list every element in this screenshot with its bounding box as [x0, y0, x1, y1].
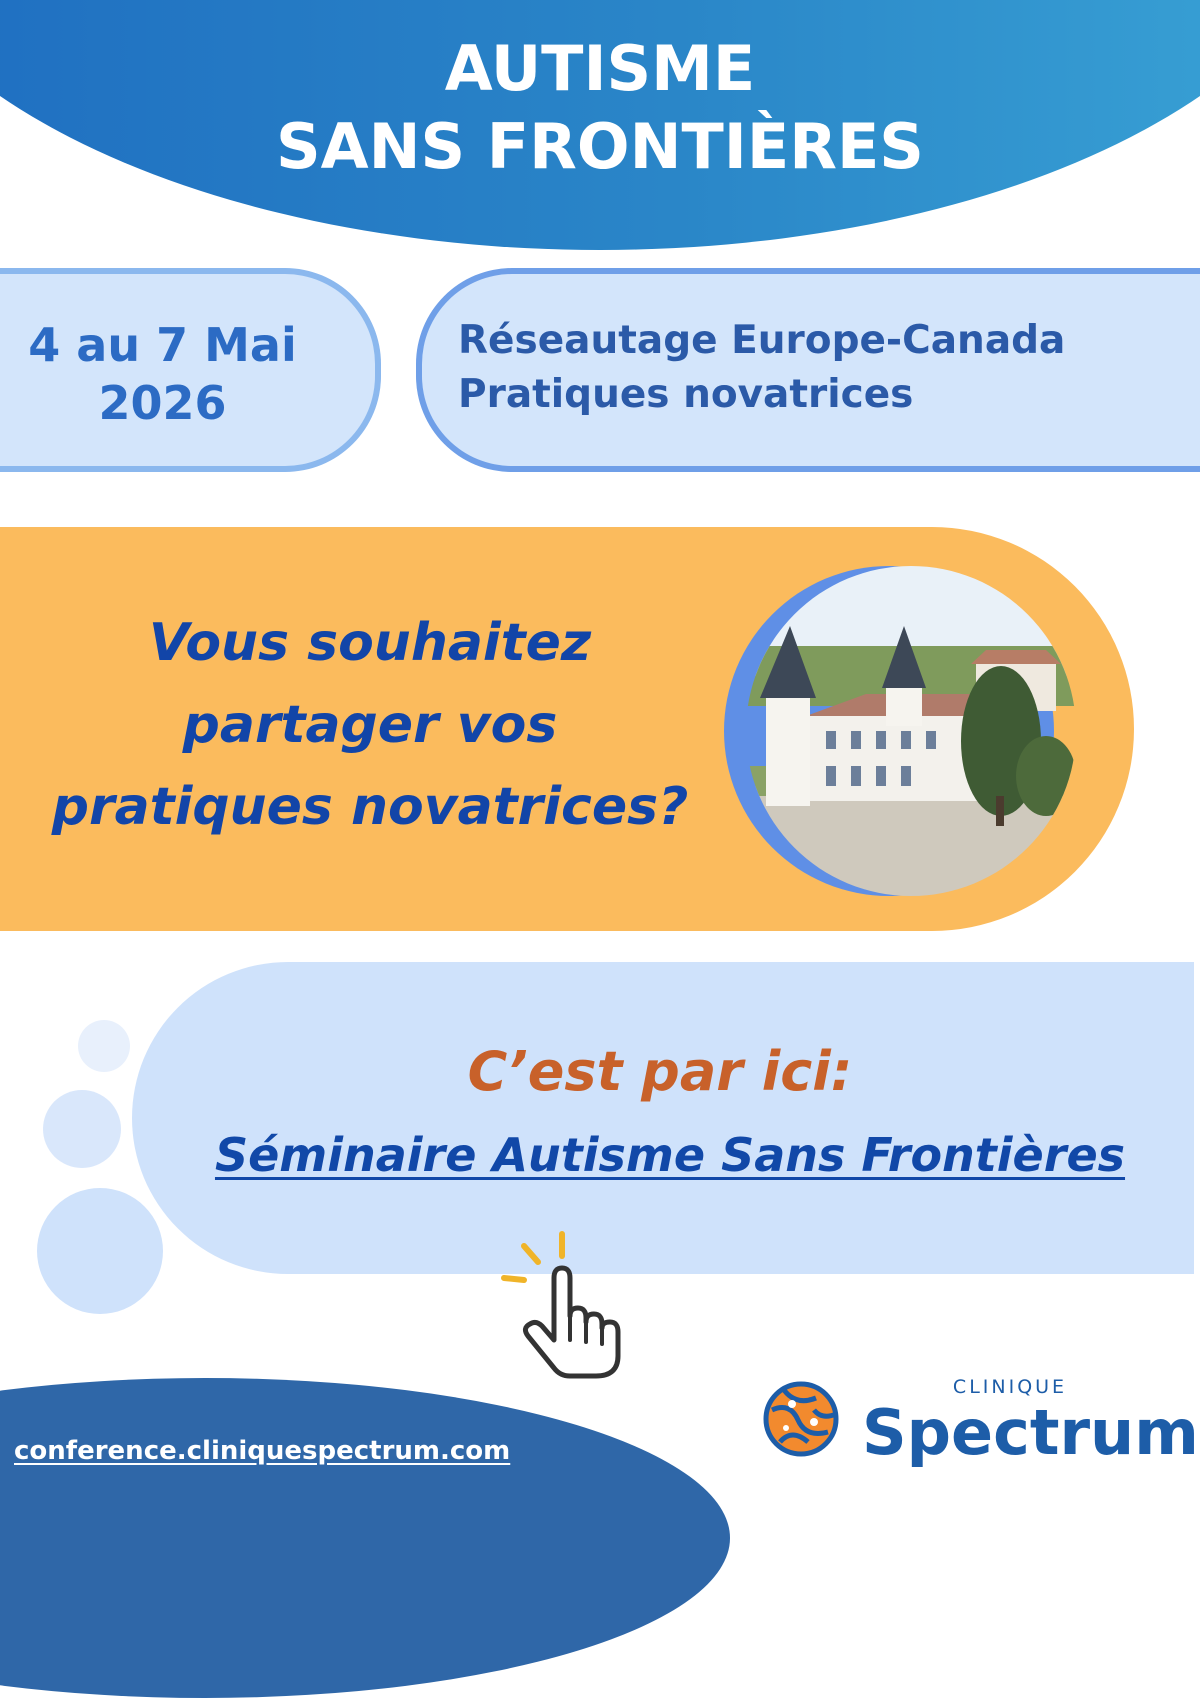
- page-title: [0, 30, 1200, 186]
- title-line-2: SANS FRONTIÈRES: [276, 110, 924, 183]
- topic-line-1: Réseautage Europe-Canada: [458, 318, 1066, 363]
- question-line-1: Vous souhaitez: [148, 613, 592, 673]
- logo-spectrum-text: Spectrum: [862, 1396, 1199, 1469]
- decor-circle-large: [37, 1188, 163, 1314]
- cta-heading: C’est par ici:: [467, 1040, 853, 1103]
- title-line-1: AUTISME: [444, 32, 756, 105]
- footer-shape: [0, 1378, 730, 1698]
- decor-circle-small: [78, 1020, 130, 1072]
- spectrum-logo-icon: [762, 1380, 840, 1458]
- logo-clinique-text: CLINIQUE: [952, 1376, 1068, 1398]
- date-line-1: 4 au 7 Mai: [28, 318, 297, 372]
- question-line-3: pratiques novatrices?: [51, 777, 689, 837]
- pointer-hand-icon: [496, 1228, 636, 1388]
- website-link[interactable]: conference.cliniquespectrum.com: [14, 1436, 511, 1466]
- date-line-2: 2026: [98, 376, 227, 430]
- question-text: [0, 602, 740, 848]
- cta-bubble: [132, 962, 1194, 1274]
- event-topics: [458, 314, 1200, 422]
- question-line-2: partager vos: [182, 695, 558, 755]
- event-dates: [0, 316, 325, 432]
- decor-circle-medium: [43, 1090, 121, 1168]
- topic-line-2: Pratiques novatrices: [458, 372, 914, 417]
- seminar-link[interactable]: Séminaire Autisme Sans Frontières: [214, 1128, 1126, 1182]
- chateau-photo: [746, 566, 1076, 896]
